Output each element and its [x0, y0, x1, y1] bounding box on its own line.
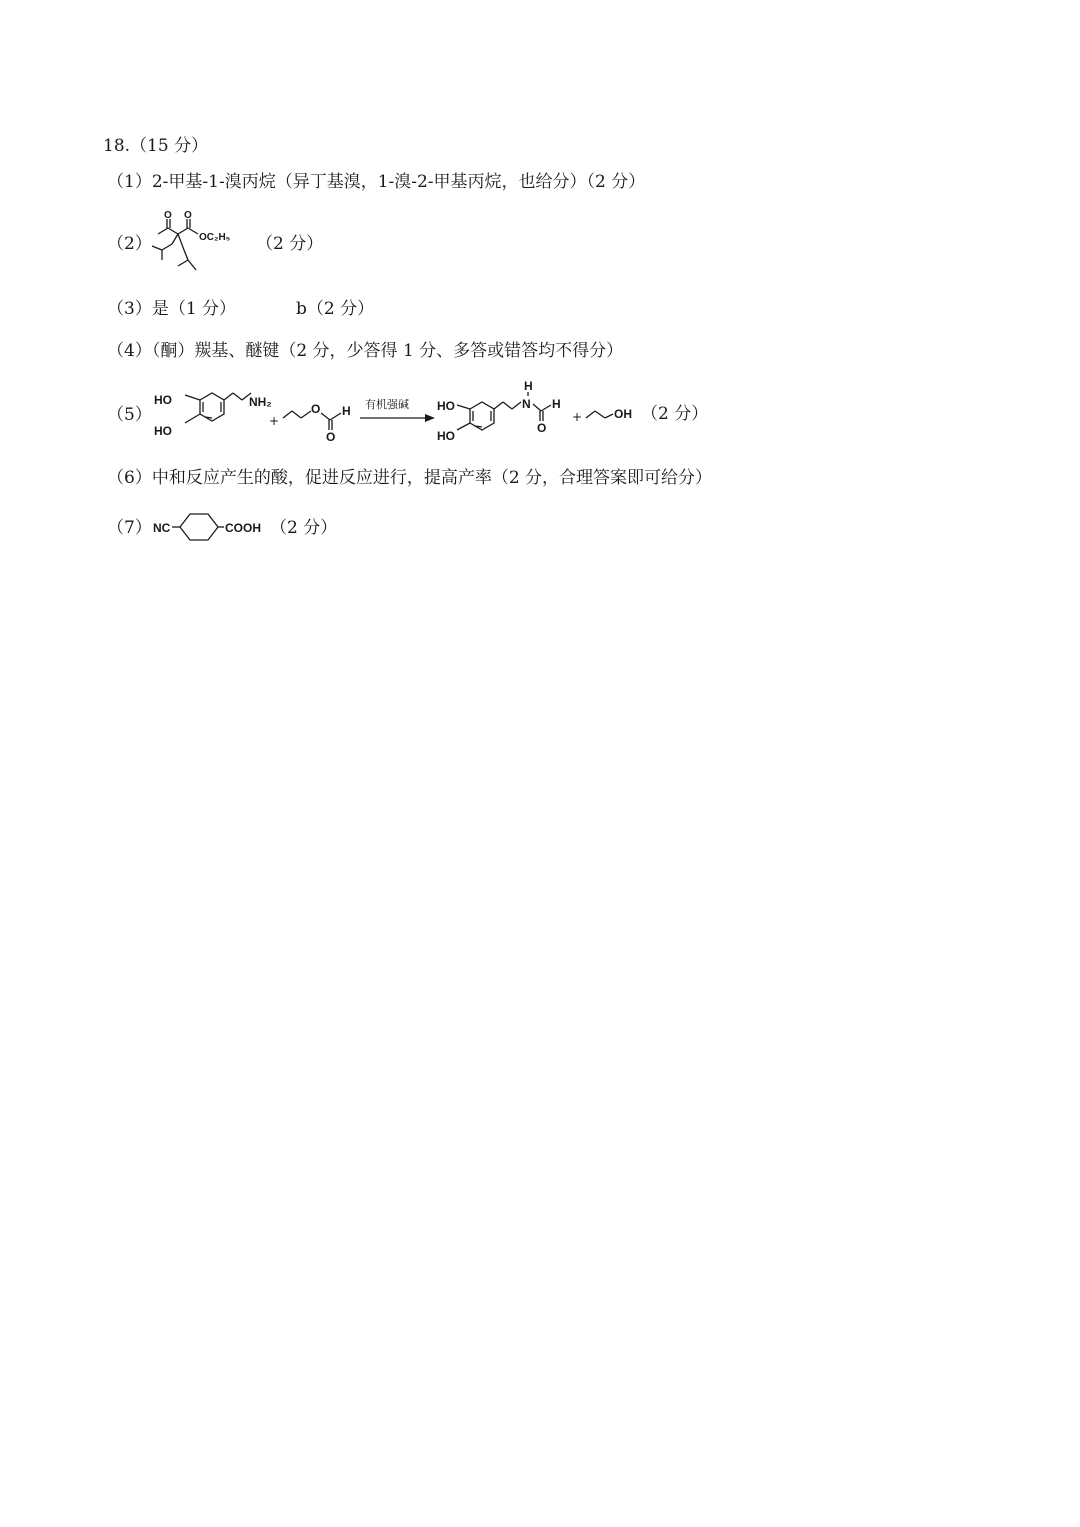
ester-group: OC₂H₅: [199, 232, 231, 243]
answer-3: [107, 299, 236, 319]
dopamine-structure: [154, 393, 272, 438]
answer-2-structure: [148, 208, 258, 278]
answer-1: [107, 172, 645, 192]
plus-sign-2: +: [572, 410, 583, 424]
answer-1-text: 2-甲基-1-溴丙烷（异丁基溴，1-溴-2-甲基丙烷，也给分）（2 分）: [151, 172, 646, 192]
answer-4: [107, 341, 623, 361]
answer-6-text: 中和反应产生的酸，促进反应进行，提高产率（2 分，合理答案即可给分）: [151, 468, 713, 488]
formate-carbonyl-oxygen: O: [326, 430, 336, 444]
answer-7-structure: [150, 507, 270, 547]
dopamine-ho-bottom: HO: [154, 424, 172, 438]
answer-4-text: （酮）羰基、醚键（2 分，少答得 1 分、多答或错答均不得分）: [151, 341, 624, 361]
answer-1-label: （1）: [107, 172, 152, 192]
dopamine-amine: NH₂: [249, 395, 272, 409]
answer-7-score: （2 分）: [270, 518, 338, 538]
ketone-oxygen: O: [164, 210, 172, 221]
arrow-label-reagent: 有机强碱: [365, 398, 409, 411]
nitrile-group: NC: [153, 521, 171, 535]
answer-7-label: （7）: [107, 518, 152, 538]
dopamine-ho-top: HO: [154, 393, 172, 407]
plus-sign-1: +: [269, 414, 280, 428]
question-score: （15 分）: [130, 136, 209, 156]
answer-6-label: （6）: [107, 468, 152, 488]
reaction-arrow: [360, 397, 435, 422]
ethanol-structure: [586, 407, 632, 421]
answer-5-label: （5）: [107, 405, 152, 425]
product-amide-nitrogen: N: [522, 397, 531, 411]
formate-hydrogen: H: [342, 404, 351, 418]
answer-2-label: （2）: [107, 234, 152, 254]
product-formyl-oxygen: O: [537, 421, 547, 435]
formamide-product-structure: [437, 379, 561, 443]
question-header: [103, 136, 208, 156]
answer-3-part-b: b（2 分）: [296, 299, 375, 319]
reaction-scheme: [145, 378, 705, 446]
answer-3-text: 是（1 分）: [151, 299, 237, 319]
product-formyl-hydrogen: H: [552, 397, 561, 411]
product-ho-top: HO: [437, 399, 455, 413]
ester-carbonyl-oxygen: O: [184, 210, 192, 221]
ethyl-formate-structure: [283, 402, 351, 444]
product-amide-n-hydrogen: H: [524, 379, 533, 393]
carboxyl-group: COOH: [225, 521, 261, 535]
answer-2-score: （2 分）: [256, 234, 324, 254]
formate-ether-oxygen: O: [311, 402, 321, 416]
answer-5-score: （2 分）: [641, 404, 709, 424]
answer-6: [107, 468, 712, 488]
answer-3-label: （3）: [107, 299, 152, 319]
ethanol-hydroxyl: OH: [614, 407, 632, 421]
answer-4-label: （4）: [107, 341, 152, 361]
question-number: 18.: [103, 136, 131, 156]
product-ho-bottom: HO: [437, 429, 455, 443]
